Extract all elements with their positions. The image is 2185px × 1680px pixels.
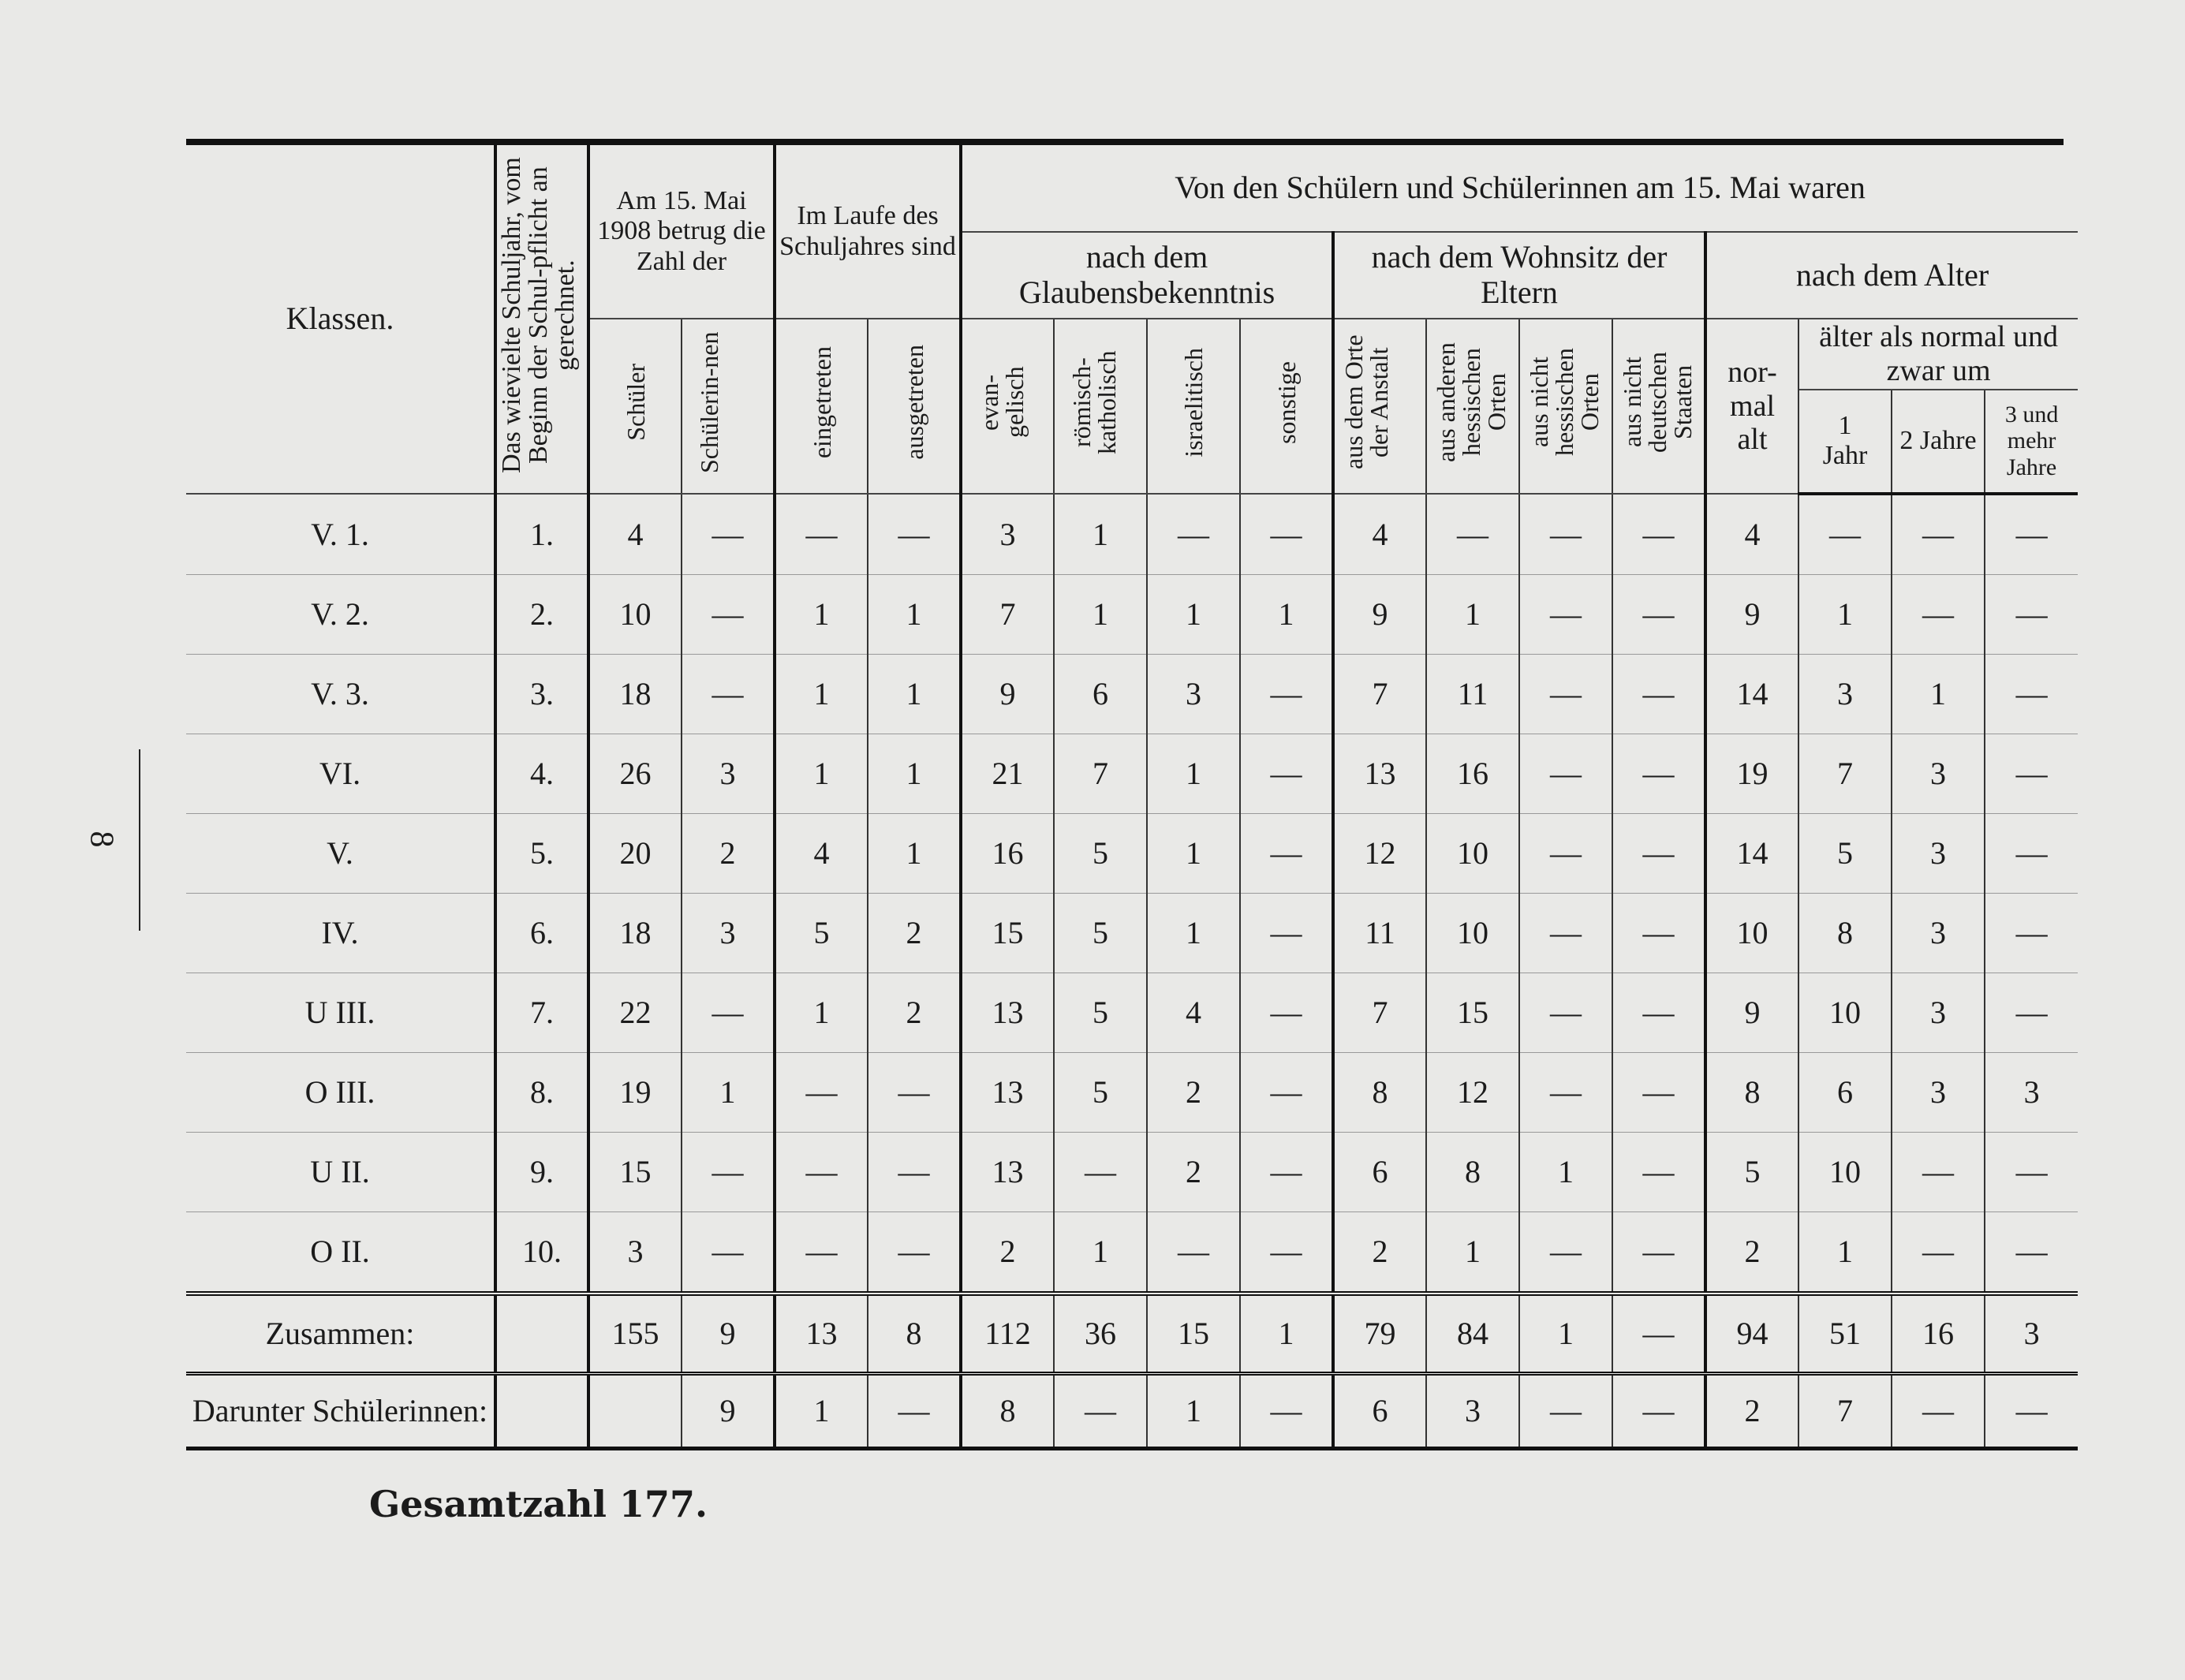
value-cell: — <box>1519 1052 1612 1132</box>
value-cell: 5 <box>1054 893 1147 973</box>
value-cell: 1 <box>1147 813 1240 893</box>
value-cell: 2 <box>1333 1211 1426 1294</box>
value-cell: — <box>1612 494 1705 575</box>
value-cell: 1 <box>1240 1294 1333 1374</box>
header-schueler-text: Schüler <box>621 364 650 441</box>
value-cell: 22 <box>588 973 682 1052</box>
value-cell: — <box>1519 1373 1612 1448</box>
schuljahr-cell: 10. <box>495 1211 588 1294</box>
header-am-15-mai: Am 15. Mai 1908 betrug die Zahl der <box>588 145 775 319</box>
schuljahr-cell: 1. <box>495 494 588 575</box>
value-cell: 3 <box>961 494 1054 575</box>
value-cell: — <box>1612 973 1705 1052</box>
darunter-row <box>186 1373 2078 1448</box>
value-cell: — <box>682 494 775 575</box>
value-cell: — <box>1054 1373 1147 1448</box>
value-cell: — <box>1612 813 1705 893</box>
value-cell: 9 <box>961 654 1054 734</box>
value-cell: 6 <box>1333 1132 1426 1211</box>
header-evangelisch-text: evan-gelisch <box>974 366 1029 439</box>
header-eingetreten <box>775 319 868 494</box>
value-cell: — <box>682 1211 775 1294</box>
value-cell: 1 <box>1426 574 1519 654</box>
schuljahr-cell: 8. <box>495 1052 588 1132</box>
value-cell: — <box>682 973 775 1052</box>
value-cell: 1 <box>1892 654 1985 734</box>
value-cell: 84 <box>1426 1294 1519 1374</box>
header-schuelerinnen-text: Schülerin-nen <box>694 331 723 473</box>
value-cell: — <box>1892 1211 1985 1294</box>
value-cell: 10 <box>1426 813 1519 893</box>
value-cell: 79 <box>1333 1294 1426 1374</box>
value-cell: 1 <box>1147 1373 1240 1448</box>
value-cell: — <box>1985 574 2078 654</box>
value-cell: — <box>1240 893 1333 973</box>
value-cell: — <box>1985 1132 2078 1211</box>
value-cell: 16 <box>961 813 1054 893</box>
value-cell: — <box>1612 1294 1705 1374</box>
value-cell: 19 <box>588 1052 682 1132</box>
value-cell: — <box>1054 1132 1147 1211</box>
header-orte-anstalt-text: aus dem Orte der Anstalt <box>1339 334 1393 470</box>
value-cell: 18 <box>588 893 682 973</box>
header-sonstige <box>1240 319 1333 494</box>
table-row <box>186 1052 2078 1132</box>
value-cell: — <box>775 1211 868 1294</box>
value-cell: 4 <box>1705 494 1798 575</box>
value-cell: — <box>1985 1373 2078 1448</box>
value-cell: — <box>1240 1052 1333 1132</box>
header-katholisch <box>1054 319 1147 494</box>
value-cell: 15 <box>588 1132 682 1211</box>
value-cell: 3 <box>682 734 775 813</box>
value-cell: 11 <box>1426 654 1519 734</box>
value-cell: 15 <box>961 893 1054 973</box>
header-israelitisch-text: israelitisch <box>1179 347 1208 457</box>
value-cell: 3 <box>588 1211 682 1294</box>
klasse-cell: V. 1. <box>186 494 495 575</box>
value-cell: 36 <box>1054 1294 1147 1374</box>
statistics-table-wrapper <box>186 139 2064 1450</box>
header-schuljahr <box>495 145 588 494</box>
value-cell: 14 <box>1705 813 1798 893</box>
table-row <box>186 1132 2078 1211</box>
value-cell: 3 <box>682 893 775 973</box>
value-cell: 18 <box>588 654 682 734</box>
value-cell: — <box>1612 893 1705 973</box>
value-cell: — <box>1985 494 2078 575</box>
schuljahr-cell: 5. <box>495 813 588 893</box>
value-cell: — <box>1612 574 1705 654</box>
value-cell: 1 <box>1798 1211 1892 1294</box>
value-cell: — <box>1519 574 1612 654</box>
value-cell: 4 <box>1147 973 1240 1052</box>
value-cell: 9 <box>682 1294 775 1374</box>
value-cell: — <box>868 1052 961 1132</box>
schuljahr-cell <box>495 1373 588 1448</box>
value-cell: — <box>682 654 775 734</box>
value-cell: 5 <box>1705 1132 1798 1211</box>
value-cell: — <box>1519 654 1612 734</box>
value-cell: 13 <box>961 1132 1054 1211</box>
value-cell: 4 <box>588 494 682 575</box>
header-nicht-hessische-text: aus nicht hessischen Orten <box>1525 348 1604 457</box>
value-cell: 1 <box>868 654 961 734</box>
value-cell: 15 <box>1147 1294 1240 1374</box>
value-cell: — <box>1892 1132 1985 1211</box>
klasse-cell: Zusammen: <box>186 1294 495 1374</box>
schuljahr-cell: 4. <box>495 734 588 813</box>
value-cell: — <box>1612 1373 1705 1448</box>
value-cell: 8 <box>1798 893 1892 973</box>
value-cell: — <box>1519 813 1612 893</box>
value-cell: 20 <box>588 813 682 893</box>
value-cell: 1 <box>1426 1211 1519 1294</box>
table-row <box>186 494 2078 575</box>
value-cell: 2 <box>1705 1373 1798 1448</box>
value-cell: 9 <box>1333 574 1426 654</box>
value-cell: — <box>1519 973 1612 1052</box>
header-normal-alt: nor-mal alt <box>1705 319 1798 494</box>
header-aelter: älter als normal und zwar um <box>1798 319 2078 390</box>
gesamtzahl: Gesamtzahl 177. <box>369 1483 708 1525</box>
value-cell: 8 <box>868 1294 961 1374</box>
value-cell: — <box>682 1132 775 1211</box>
header-alter: nach dem Alter <box>1705 232 2078 319</box>
value-cell: — <box>1612 734 1705 813</box>
value-cell: — <box>1240 973 1333 1052</box>
value-cell: 1 <box>775 654 868 734</box>
value-cell: — <box>775 494 868 575</box>
table-row <box>186 574 2078 654</box>
value-cell: 1 <box>1240 574 1333 654</box>
table-row <box>186 654 2078 734</box>
value-cell: — <box>1240 1373 1333 1448</box>
table-row <box>186 973 2078 1052</box>
value-cell: — <box>1892 574 1985 654</box>
value-cell: 8 <box>1705 1052 1798 1132</box>
header-schuelerinnen <box>682 319 775 494</box>
value-cell: 3 <box>1892 973 1985 1052</box>
value-cell: 14 <box>1705 654 1798 734</box>
value-cell: 4 <box>1333 494 1426 575</box>
value-cell: — <box>775 1052 868 1132</box>
value-cell: — <box>1240 654 1333 734</box>
value-cell: 4 <box>775 813 868 893</box>
header-nicht-hessische <box>1519 319 1612 494</box>
klasse-cell: O III. <box>186 1052 495 1132</box>
table-row <box>186 734 2078 813</box>
klasse-cell: V. 3. <box>186 654 495 734</box>
value-cell: 94 <box>1705 1294 1798 1374</box>
value-cell: — <box>682 574 775 654</box>
value-cell: — <box>1426 494 1519 575</box>
value-cell: 9 <box>682 1373 775 1448</box>
value-cell: 7 <box>1333 973 1426 1052</box>
value-cell <box>588 1373 682 1448</box>
value-cell: 19 <box>1705 734 1798 813</box>
value-cell: 6 <box>1798 1052 1892 1132</box>
value-cell: 1 <box>1054 574 1147 654</box>
value-cell: 8 <box>1333 1052 1426 1132</box>
value-cell: 2 <box>1705 1211 1798 1294</box>
value-cell: — <box>1612 1132 1705 1211</box>
value-cell: — <box>1985 813 2078 893</box>
value-cell: — <box>1612 1211 1705 1294</box>
klasse-cell: V. 2. <box>186 574 495 654</box>
value-cell: — <box>1240 1211 1333 1294</box>
value-cell: 3 <box>1985 1294 2078 1374</box>
value-cell: 21 <box>961 734 1054 813</box>
header-orte-anstalt <box>1333 319 1426 494</box>
value-cell: 155 <box>588 1294 682 1374</box>
value-cell: 7 <box>1798 734 1892 813</box>
value-cell: 15 <box>1426 973 1519 1052</box>
value-cell: 7 <box>1054 734 1147 813</box>
value-cell: 7 <box>961 574 1054 654</box>
klasse-cell: U II. <box>186 1132 495 1211</box>
value-cell: 3 <box>1892 893 1985 973</box>
statistics-table <box>186 145 2078 1450</box>
value-cell: — <box>868 1132 961 1211</box>
value-cell: 12 <box>1333 813 1426 893</box>
header-andere-hessische <box>1426 319 1519 494</box>
table-row <box>186 893 2078 973</box>
value-cell: 3 <box>1892 1052 1985 1132</box>
klasse-cell: VI. <box>186 734 495 813</box>
header-3-jahre: 3 und mehr Jahre <box>1985 390 2078 494</box>
header-evangelisch <box>961 319 1054 494</box>
header-nicht-deutsche-text: aus nicht deutschen Staaten <box>1617 352 1697 453</box>
value-cell: 3 <box>1985 1052 2078 1132</box>
value-cell: 10 <box>588 574 682 654</box>
value-cell: 12 <box>1426 1052 1519 1132</box>
value-cell: 13 <box>961 1052 1054 1132</box>
value-cell: 9 <box>1705 973 1798 1052</box>
schuljahr-cell: 9. <box>495 1132 588 1211</box>
value-cell: 1 <box>775 1373 868 1448</box>
value-cell: — <box>1985 654 2078 734</box>
header-israelitisch <box>1147 319 1240 494</box>
value-cell: 5 <box>1798 813 1892 893</box>
value-cell: 2 <box>961 1211 1054 1294</box>
header-ausgetreten <box>868 319 961 494</box>
header-ausgetreten-text: ausgetreten <box>899 345 928 460</box>
value-cell: 13 <box>1333 734 1426 813</box>
table-row <box>186 813 2078 893</box>
value-cell: — <box>1519 734 1612 813</box>
value-cell: — <box>1519 1211 1612 1294</box>
value-cell: 7 <box>1798 1373 1892 1448</box>
header-eingetreten-text: eingetreten <box>807 345 836 459</box>
value-cell: — <box>1985 1211 2078 1294</box>
value-cell: — <box>868 1211 961 1294</box>
klasse-cell: O II. <box>186 1211 495 1294</box>
value-cell: 8 <box>961 1373 1054 1448</box>
table-body <box>186 494 2078 1449</box>
value-cell: 2 <box>682 813 775 893</box>
schuljahr-cell: 3. <box>495 654 588 734</box>
value-cell: 1 <box>1054 494 1147 575</box>
value-cell: 1 <box>682 1052 775 1132</box>
value-cell: — <box>1985 893 2078 973</box>
value-cell: 3 <box>1147 654 1240 734</box>
schuljahr-cell: 2. <box>495 574 588 654</box>
header-schueler <box>588 319 682 494</box>
value-cell: 2 <box>1147 1132 1240 1211</box>
schuljahr-cell: 7. <box>495 973 588 1052</box>
value-cell: 9 <box>1705 574 1798 654</box>
klasse-cell: Darunter Schülerinnen: <box>186 1373 495 1448</box>
value-cell: — <box>1519 893 1612 973</box>
value-cell: 7 <box>1333 654 1426 734</box>
value-cell: 5 <box>775 893 868 973</box>
value-cell: — <box>1519 494 1612 575</box>
value-cell: — <box>1147 494 1240 575</box>
value-cell: 1 <box>1519 1132 1612 1211</box>
value-cell: 1 <box>868 574 961 654</box>
value-cell: 112 <box>961 1294 1054 1374</box>
value-cell: 1 <box>775 973 868 1052</box>
value-cell: — <box>1240 1132 1333 1211</box>
value-cell: 26 <box>588 734 682 813</box>
value-cell: 3 <box>1892 734 1985 813</box>
value-cell: 1 <box>1147 893 1240 973</box>
header-im-laufe: Im Laufe des Schuljahres sind <box>775 145 961 319</box>
header-wohnsitz: nach dem Wohnsitz der Eltern <box>1333 232 1705 319</box>
value-cell: 6 <box>1333 1373 1426 1448</box>
value-cell: — <box>1147 1211 1240 1294</box>
header-klassen: Klassen. <box>186 145 495 494</box>
header-sonstige-text: sonstige <box>1272 360 1301 444</box>
value-cell: 11 <box>1333 893 1426 973</box>
header-glauben: nach dem Glaubensbekenntnis <box>961 232 1333 319</box>
value-cell: — <box>868 1373 961 1448</box>
schuljahr-cell: 6. <box>495 893 588 973</box>
value-cell: — <box>868 494 961 575</box>
value-cell: 2 <box>868 973 961 1052</box>
value-cell: 10 <box>1705 893 1798 973</box>
page-number-rule <box>139 749 140 931</box>
value-cell: 13 <box>775 1294 868 1374</box>
value-cell: 2 <box>1147 1052 1240 1132</box>
value-cell: 8 <box>1426 1132 1519 1211</box>
page-number: 8 <box>83 831 120 848</box>
value-cell: 10 <box>1798 1132 1892 1211</box>
value-cell: — <box>1985 734 2078 813</box>
zusammen-row <box>186 1294 2078 1374</box>
value-cell: — <box>1798 494 1892 575</box>
value-cell: 10 <box>1798 973 1892 1052</box>
value-cell: 1 <box>775 734 868 813</box>
value-cell: 51 <box>1798 1294 1892 1374</box>
header-katholisch-text: römisch-katholisch <box>1067 350 1122 454</box>
header-nicht-deutsche <box>1612 319 1705 494</box>
klasse-cell: U III. <box>186 973 495 1052</box>
value-cell: 1 <box>1798 574 1892 654</box>
klasse-cell: V. <box>186 813 495 893</box>
value-cell: 1 <box>775 574 868 654</box>
value-cell: 6 <box>1054 654 1147 734</box>
value-cell: — <box>1612 1052 1705 1132</box>
value-cell: 10 <box>1426 893 1519 973</box>
table-row <box>186 1211 2078 1294</box>
value-cell: 16 <box>1426 734 1519 813</box>
value-cell: — <box>1985 973 2078 1052</box>
value-cell: 16 <box>1892 1294 1985 1374</box>
value-cell: — <box>1240 813 1333 893</box>
value-cell: — <box>1892 1373 1985 1448</box>
value-cell: — <box>1892 494 1985 575</box>
schuljahr-cell <box>495 1294 588 1374</box>
value-cell: 3 <box>1426 1373 1519 1448</box>
value-cell: 1 <box>868 813 961 893</box>
value-cell: 1 <box>1519 1294 1612 1374</box>
value-cell: 5 <box>1054 1052 1147 1132</box>
value-cell: 1 <box>1054 1211 1147 1294</box>
header-2-jahre: 2 Jahre <box>1892 390 1985 494</box>
header-1-jahr: 1 Jahr <box>1798 390 1892 494</box>
value-cell: 5 <box>1054 973 1147 1052</box>
value-cell: 13 <box>961 973 1054 1052</box>
value-cell: — <box>1240 734 1333 813</box>
value-cell: — <box>1240 494 1333 575</box>
value-cell: 1 <box>1147 734 1240 813</box>
value-cell: 1 <box>868 734 961 813</box>
value-cell: 2 <box>868 893 961 973</box>
header-von-den-schuelern: Von den Schülern und Schülerinnen am 15. Mai waren <box>961 145 2078 232</box>
value-cell: — <box>775 1132 868 1211</box>
value-cell: 3 <box>1892 813 1985 893</box>
header-andere-hessische-text: aus anderen hessischen Orten <box>1432 342 1511 462</box>
klasse-cell: IV. <box>186 893 495 973</box>
value-cell: 1 <box>1147 574 1240 654</box>
value-cell: — <box>1612 654 1705 734</box>
value-cell: 5 <box>1054 813 1147 893</box>
header-schuljahr-text: Das wievielte Schuljahr, vom Beginn der Schul-pflicht an gerechnet. <box>497 157 580 473</box>
value-cell: 3 <box>1798 654 1892 734</box>
